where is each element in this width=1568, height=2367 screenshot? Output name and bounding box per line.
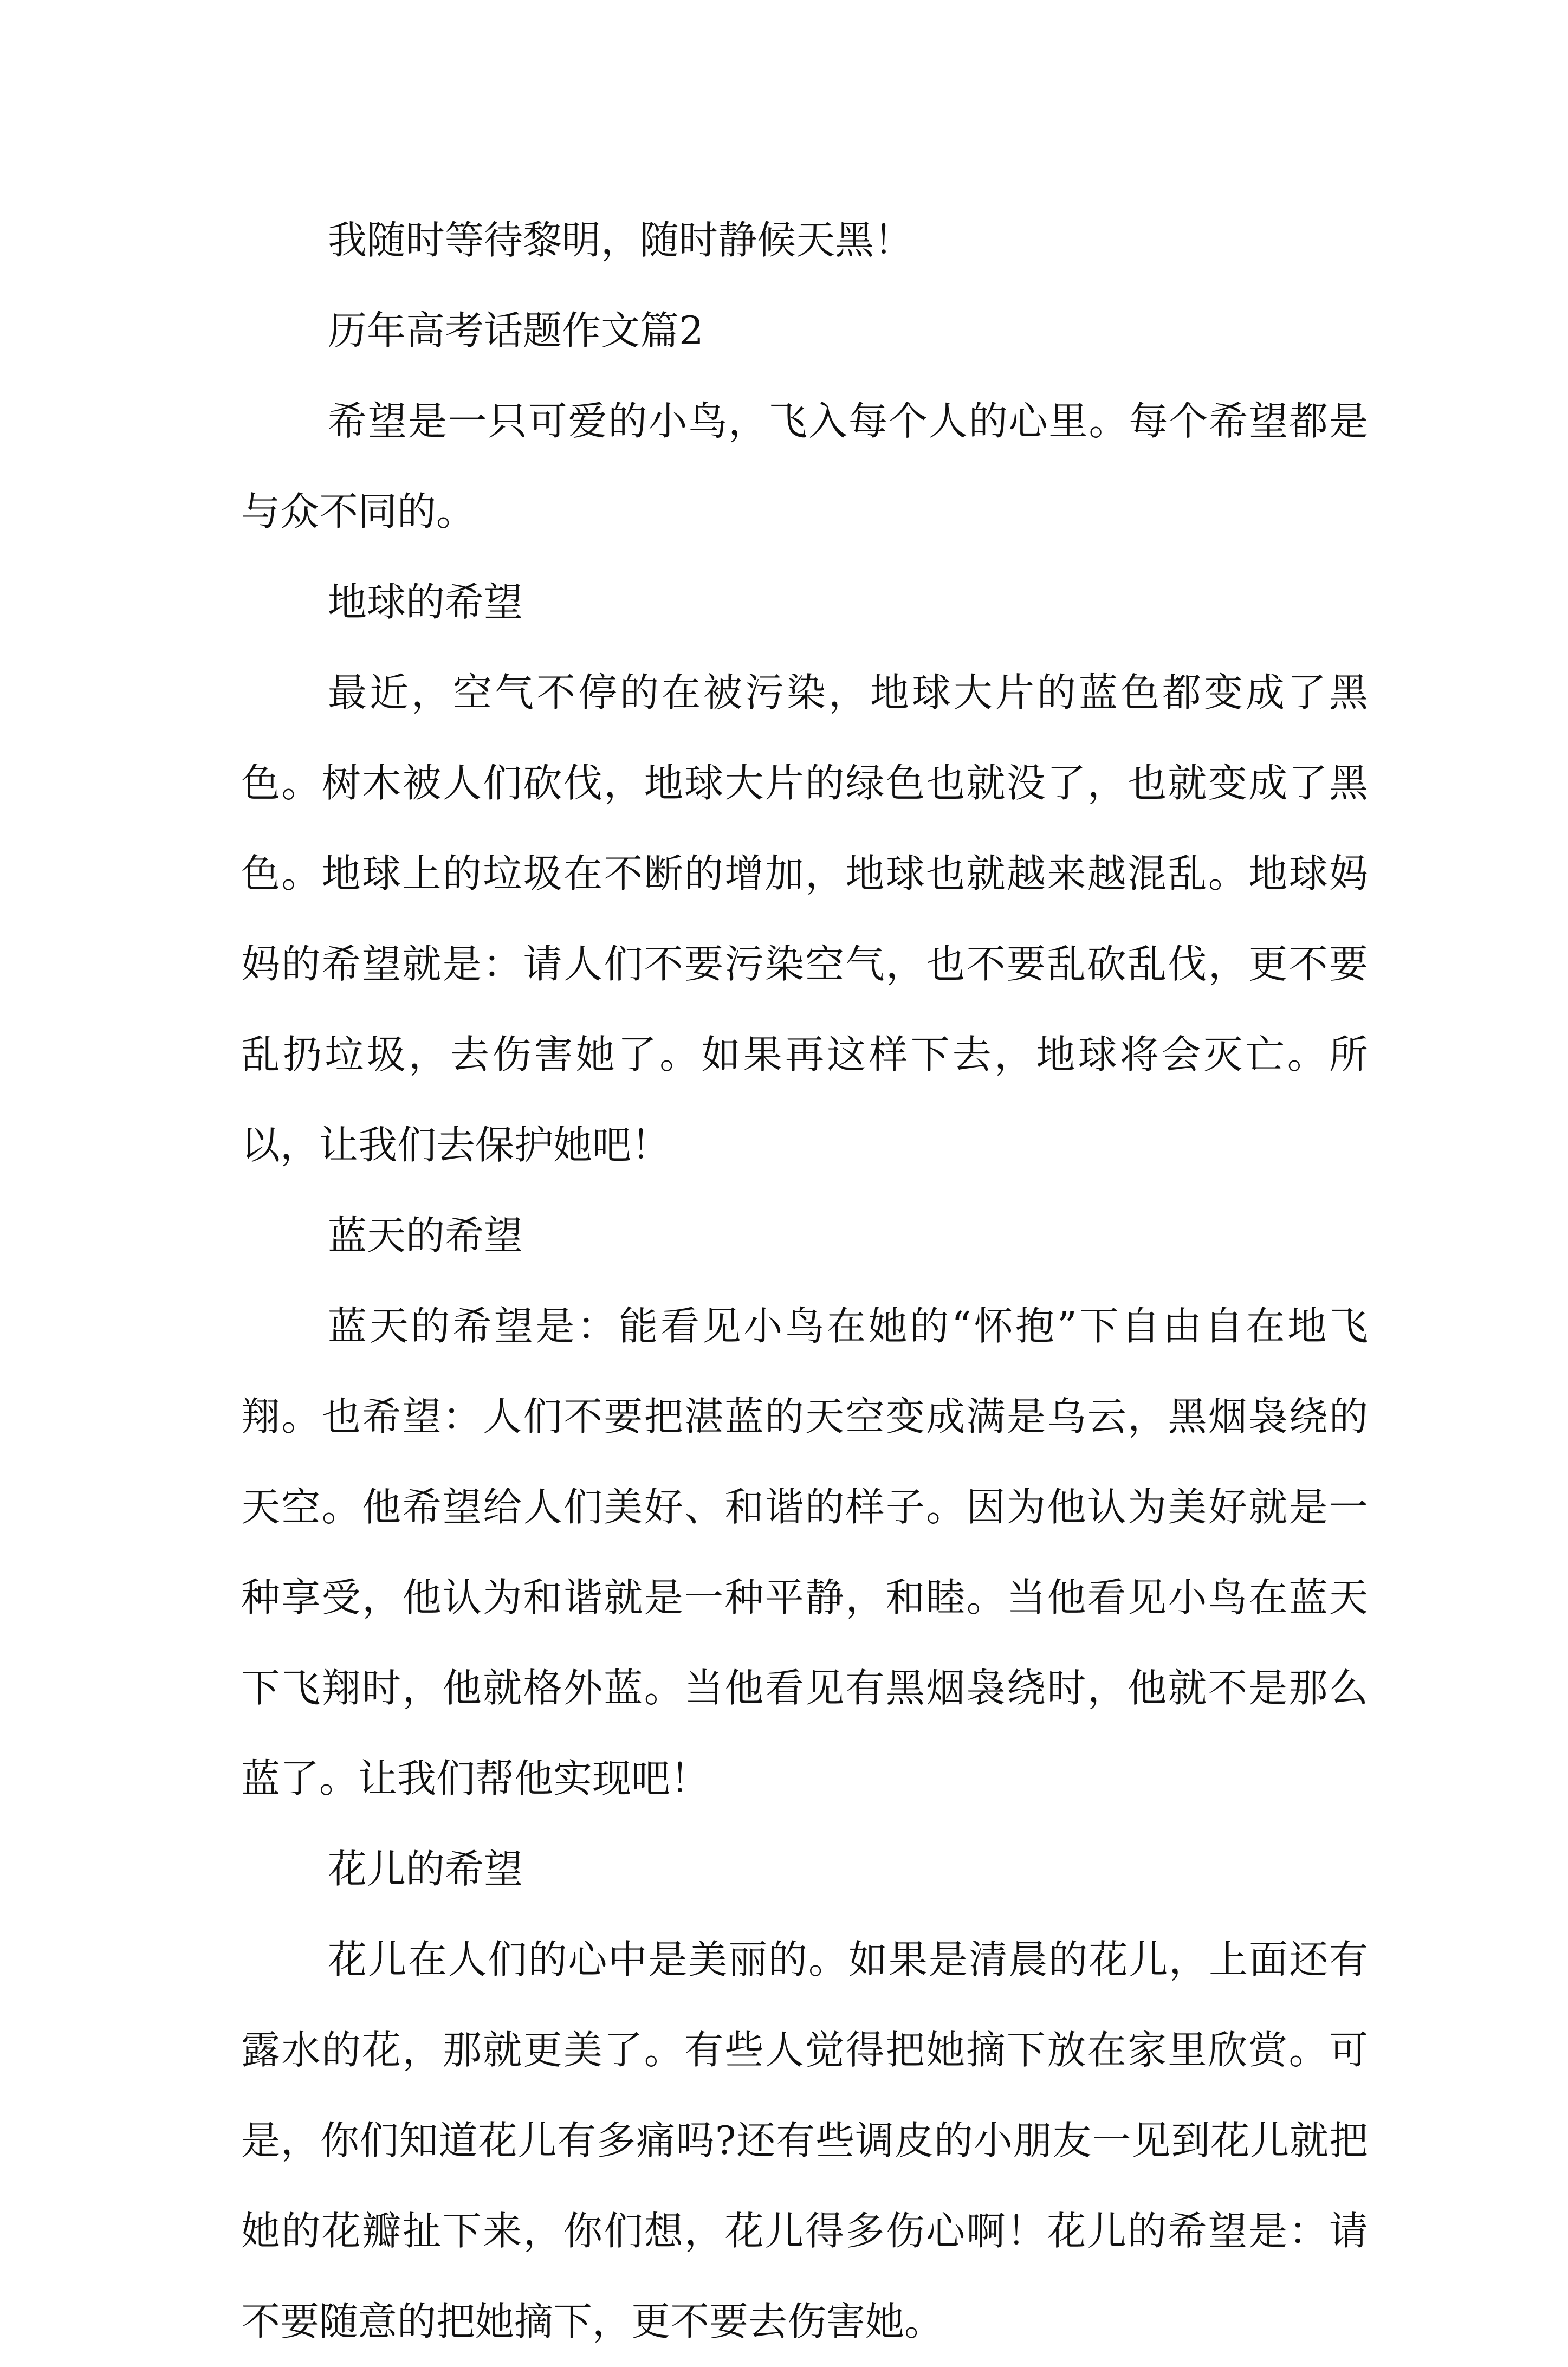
intro-paragraph: 希望是一只可爱的小鸟，飞入每个人的心里。每个希望都是与众不同的。 — [241, 398, 1368, 534]
section-heading-sky: 蓝天的希望 — [328, 1213, 523, 1258]
paragraph-flower: 花儿在人们的心中是美丽的。如果是清晨的花儿，上面还有露水的花，那就更美了。有些人觉得把她摘下放在家里欣赏。可是，你们知道花儿有多痛吗?还有些调皮的小朋友一见到花儿就把她的花瓣扯下来，你们想，花儿得多伤心啊！花儿的希望是：请不要随意的把她摘下，更不要去伤害她。 — [241, 1937, 1368, 2344]
paragraph-earth: 最近，空气不停的在被污染，地球大片的蓝色都变成了黑色。树木被人们砍伐，地球大片的绿色也就没了，也就变成了黑色。地球上的垃圾在不断的增加，地球也就越来越混乱。地球妈妈的希望就是：请人们不要污染空气，也不要乱砍乱伐，更不要乱扔垃圾，去伤害她了。如果再这样下去，地球将会灭亡。所以，让我们去保护她吧！ — [241, 670, 1368, 1168]
document-body — [241, 195, 1368, 2367]
closing-line: 我随时等待黎明，随时静候天黑！ — [328, 217, 913, 263]
section-heading-earth: 地球的希望 — [328, 579, 523, 625]
paragraph-sky: 蓝天的希望是：能看见小鸟在她的“怀抱”下自由自在地飞翔。也希望：人们不要把湛蓝的天空变成满是乌云，黑烟袅绕的天空。他希望给人们美好、和谐的样子。因为他认为美好就是一种享受，他认为和谐就是一种平静，和睦。当他看见小鸟在蓝天下飞翔时，他就格外蓝。当他看见有黑烟袅绕时，他就不是那么蓝了。让我们帮他实现吧！ — [241, 1303, 1368, 1801]
section-heading-flower: 花儿的希望 — [328, 1846, 523, 1892]
essay-title: 历年高考话题作文篇2 — [328, 308, 704, 353]
